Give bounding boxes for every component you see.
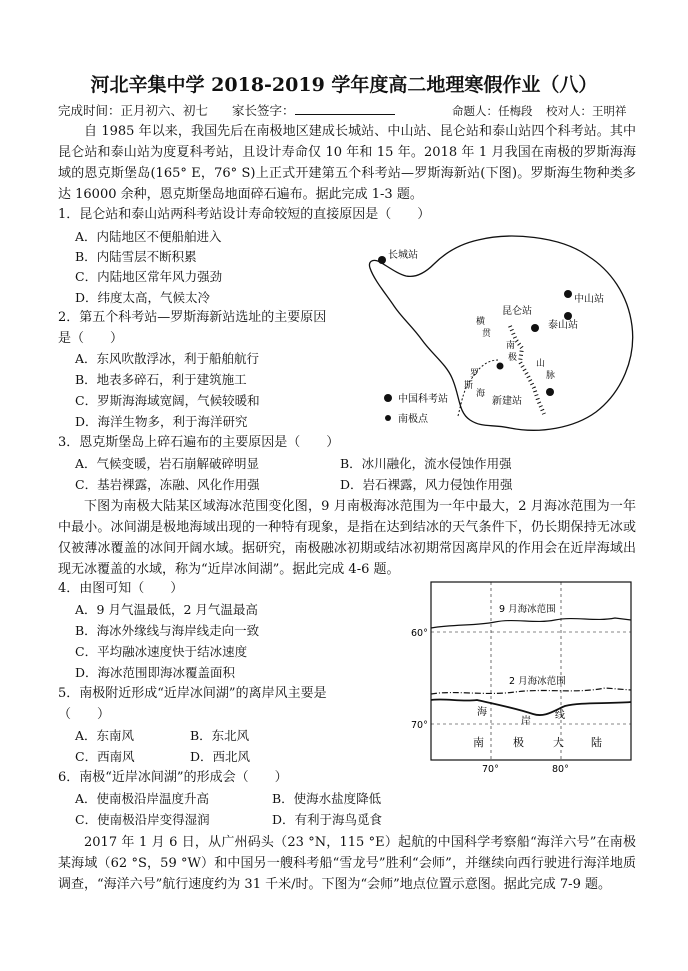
parent-signature: 家长签字： (232, 102, 395, 120)
land-label-3: 大 (553, 736, 564, 749)
legend-station-dot (384, 394, 392, 402)
legend-pole-label: 南极点 (398, 414, 428, 425)
q2-option-c[interactable]: C．罗斯海海域宽阔，气候较暖和 (75, 393, 260, 408)
kunlun-station-dot (531, 324, 539, 332)
q2-stem: 2．第五个科考站—罗斯海新站选址的主要原因 (58, 310, 327, 325)
q3-option-d[interactable]: D．岩石裸露，风力侵蚀作用强 (340, 477, 513, 492)
q2-stem-cont: 是（ ） (58, 331, 124, 346)
ross-sea-label-1: 罗 (470, 369, 480, 379)
mountain-label-1: 横 (476, 317, 486, 327)
ross-sea-label-2: 斯 (464, 381, 474, 391)
september-label: 9 月海冰范围 (499, 604, 556, 615)
q3-option-a[interactable]: A．气候变暖，岩石崩解破碎明显 (75, 456, 260, 471)
q2-option-a[interactable]: A．东风吹散浮冰，利于船舶航行 (75, 351, 260, 366)
q6-stem: 6．南极“近岸冰间湖”的形成会（ ） (58, 770, 288, 785)
q6-option-a[interactable]: A．使南极沿岸温度升高 (75, 791, 210, 806)
land-label-2: 极 (513, 736, 524, 749)
zhongshan-station-dot (564, 290, 572, 298)
legend-pole-dot (385, 415, 391, 421)
author: 命题人：任梅段 (452, 104, 533, 118)
sea-ice-map (405, 576, 637, 776)
q1-option-b[interactable]: B．内陆雪层不断积累 (75, 249, 197, 264)
q6-option-c[interactable]: C．使南极沿岸变得湿润 (75, 812, 210, 827)
xinjian-label: 新建站 (492, 396, 522, 407)
changcheng-label: 长城站 (388, 250, 418, 261)
ross-sea-label-3: 海 (476, 389, 486, 399)
passage-1: 自 1985 年以来，我国先后在南极地区建成长城站、中山站、昆仑站和泰山站四个科考站。其中昆仑站和泰山站为度夏科考站，且设计寿命仅 10 年和 15 年。2018 年 1 月我国在南极的罗斯海海域的恩克斯堡岛(165° E，76° S)上正式开建第五个科考站—罗斯海新站(下图)。罗斯海生物种类多达 16000 余种，恩克斯堡岛地面碎石遍布。据此完成 1-3 题。 (58, 124, 636, 202)
coast-label-2: 岸 (521, 716, 531, 727)
changcheng-station-dot (378, 256, 386, 264)
mountain-label-3: 南 (506, 341, 516, 351)
q1-option-c[interactable]: C．内陆地区常年风力强劲 (75, 269, 223, 284)
q4-option-b[interactable]: B．海冰外缘线与海岸线走向一致 (75, 623, 260, 638)
land-label-1: 南 (473, 736, 484, 749)
q4-option-d[interactable]: D．海冰范围即海冰覆盖面积 (75, 665, 236, 680)
february-label: 2 月海冰范围 (509, 676, 566, 687)
q2-option-b[interactable]: B．地表多碎石，利于建筑施工 (75, 372, 247, 387)
passage-2: 下图为南极大陆某区域海冰范围变化图，9 月南极海冰范围为一年中最大，2 月海冰范围为一年中最小。冰间湖是极地海域出现的一种特有现象，是指在达到结冰的天气条件下，仍长期保持无冰或仅被薄冰覆盖的冰间开阔水域。据研究，南极融冰初期或结冰初期常因离岸风的作用会在近岸海域出现无冰覆盖的水域，称为“近岸冰间湖”。据此完成 4-6 题。 (58, 499, 636, 577)
q5-option-b[interactable]: B．东北风 (190, 728, 250, 743)
xinjian-station-dot (546, 388, 554, 396)
land-label-4: 陆 (591, 736, 602, 749)
q5-option-c[interactable]: C．西南风 (75, 749, 135, 764)
passage-3: 2017 年 1 月 6 日，从广州码头（23 °N，115 °E）起航的中国科学考察船“海洋六号”在南极某海域（62 °S，59 °W）和中国另一艘科考船“雪龙号”胜利“会师”，并继续向西行驶进行海洋地质调查，“海洋六号”航行速度约为 31 千米/时。下图为“会师”地点位置示意图。据此完成 7-9 题。 (58, 835, 636, 892)
q1-option-d[interactable]: D．纬度太高，气候太冷 (75, 290, 211, 305)
checker: 校对人：王明祥 (546, 104, 627, 118)
q4-stem: 4．由图可知（ ） (58, 581, 184, 596)
q2-option-d[interactable]: D．海洋生物多，利于海洋研究 (75, 414, 248, 429)
q6-option-d[interactable]: D．有利于海鸟觅食 (272, 812, 383, 827)
coast-label-3: 线 (555, 710, 565, 721)
mountain-label-5: 山 (536, 359, 546, 369)
page-title: 河北辛集中学 2018-2019 学年度高二地理寒假作业（八） (90, 74, 598, 96)
kunlun-label: 昆仑站 (502, 306, 532, 317)
mountain-label-6: 脉 (546, 371, 556, 381)
q3-stem: 3．恩克斯堡岛上碎石遍布的主要原因是（ ） (58, 435, 340, 450)
zhongshan-label: 中山站 (574, 294, 604, 305)
q5-stem-cont: （ ） (58, 707, 111, 722)
lat-70-label: 70° (411, 720, 428, 731)
lon-80-label: 80° (552, 764, 569, 775)
q4-option-a[interactable]: A．9 月气温最低，2 月气温最高 (75, 602, 258, 617)
q5-stem: 5．南极附近形成“近岸冰间湖”的离岸风主要是 (58, 686, 327, 701)
legend-station-label: 中国科考站 (398, 394, 448, 405)
q3-option-b[interactable]: B．冰川融化，流水侵蚀作用强 (340, 456, 512, 471)
south-pole-dot (497, 363, 504, 370)
antarctica-map (360, 228, 640, 438)
taishan-station-dot (564, 312, 572, 320)
taishan-label: 泰山站 (548, 320, 578, 331)
q5-option-a[interactable]: A．东南风 (75, 728, 135, 743)
coast-label-1: 海 (477, 707, 487, 718)
q3-option-c[interactable]: C．基岩裸露，冻融、风化作用强 (75, 477, 260, 492)
q1-option-a[interactable]: A．内陆地区不便船舶进入 (75, 229, 222, 244)
q6-option-b[interactable]: B．使海水盐度降低 (272, 791, 382, 806)
q4-option-c[interactable]: C．平均融冰速度快于结冰速度 (75, 644, 248, 659)
q5-option-d[interactable]: D．西北风 (190, 749, 251, 764)
mountain-label-4: 极 (508, 353, 518, 363)
lon-70-label: 70° (482, 764, 499, 775)
mountain-label-2: 贯 (482, 329, 492, 339)
signature-blank[interactable] (295, 102, 395, 115)
lat-60-label: 60° (411, 628, 428, 639)
q1-stem: 1．昆仑站和泰山站两科考站设计寿命较短的直接原因是（ ） (58, 207, 431, 222)
completion-time: 完成时间：正月初六、初七 (58, 103, 209, 118)
